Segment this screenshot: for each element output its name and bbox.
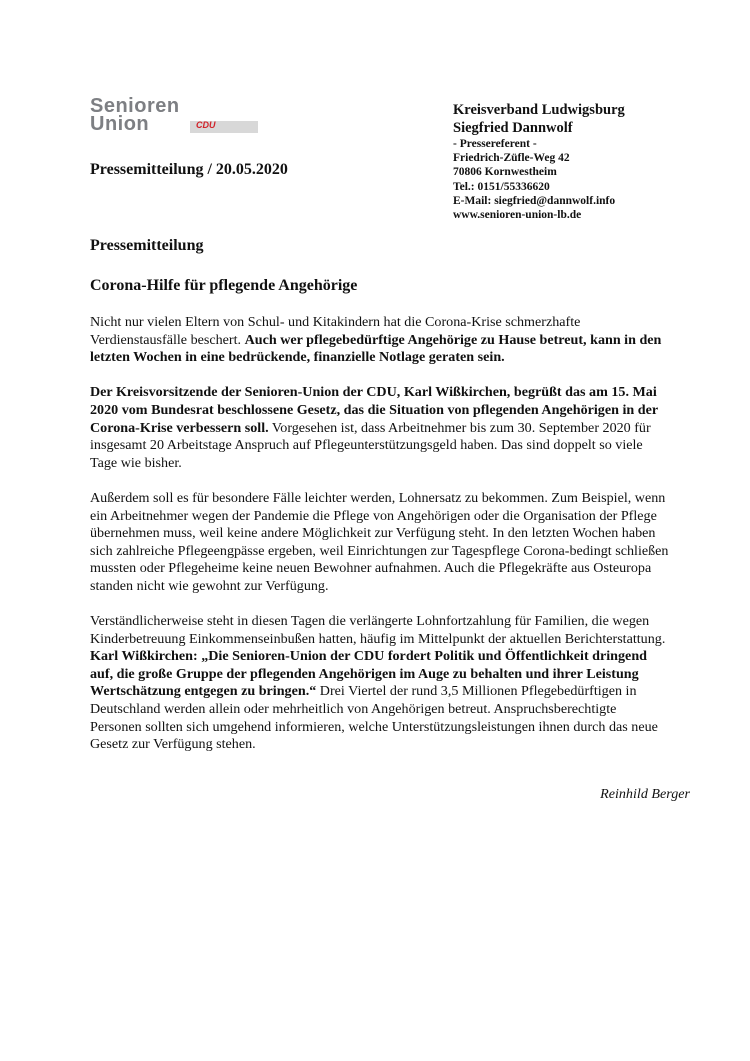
contact-phone: Tel.: 0151/55336620 [453, 180, 550, 193]
document-body [90, 314, 670, 771]
logo-text-senioren: Senioren [90, 95, 180, 117]
contact-person: Siegfried Dannwolf [453, 120, 573, 136]
paragraph-2-bold: Der Kreisvorsitzende der Senioren-Union der CDU, Karl Wißkirchen, begrüßt das am 15. Mai 2020 vom Bundesrat beschlossene Gesetz, das die Situation von pflegenden Angehörigen in der Corona-Krise verbessern soll. [90, 384, 658, 436]
logo-text-union: Union [90, 113, 150, 135]
contact-web: www.senioren-union-lb.de [453, 209, 582, 222]
paragraph-1 [90, 314, 670, 367]
paragraph-2-text: Vorgesehen ist, dass Arbeitnehmer bis zum 30. September 2020 für insgesamt 20 Arbeitstage Anspruch auf Pflegeunterstützungsgeld haben. Das sind doppelt so viele Tage wie bisher. [90, 419, 651, 471]
contact-org: Kreisverband Ludwigsburg [453, 102, 625, 118]
contact-role: - Pressereferent - [453, 138, 537, 150]
paragraph-4-text-b: Drei Viertel der rund 3,5 Millionen Pflegebedürftigen in Deutschland werden allein oder mehrheitlich von Angehörigen betreut. Anspruchsberechtigte Personen sollten sich umgehend informieren, welche Unterstützungsleistungen ihnen durch das neue Gesetz zur Verfügung stehen. [90, 683, 658, 753]
senioren-union-logo [90, 96, 265, 138]
paragraph-2 [90, 384, 670, 472]
author-signature: Reinhild Berger [600, 786, 690, 802]
document-heading: Pressemitteilung [90, 237, 204, 254]
press-release-date: Pressemitteilung / 20.05.2020 [90, 161, 288, 178]
paragraph-4-text-a: Verständlicherweise steht in diesen Tagen die verlängerte Lohnfortzahlung für Familien, die wegen Kinderbetreuung Einkommenseinbußen hatten, häufig im Mittelpunkt der aktuellen Berichterstattung. [90, 613, 666, 647]
paragraph-4-bold: Karl Wißkirchen: „Die Senioren-Union der CDU fordert Politik und Öffentlichkeit dringend auf, die große Gruppe der pflegenden Angehörigen im Auge zu behalten und ihrer Leistung Wertschätzung entgegen zu bringen.“ [90, 648, 647, 700]
logo-text-cdu: CDU [196, 120, 216, 130]
contact-block [453, 101, 713, 222]
contact-street: Friedrich-Züfle-Weg 42 [453, 152, 570, 165]
paragraph-3: Außerdem soll es für besondere Fälle leichter werden, Lohnersatz zu bekommen. Zum Beispiel, wenn ein Arbeitnehmer wegen der Pandemie die Pflege von Angehörigen oder die Organisation der Pflege übernehmen muss, weil keine andere Möglichkeit zur Verfügung steht. In den letzten Wochen haben sich zahlreiche Pflegeengpässe ergeben, weil Einrichtungen zur Tagespflege Corona-bedingt schließen mussten oder Pflegeheime keine neuen Bewohner aufnahmen. Auch die Pflegekräfte aus Osteuropa standen nicht wie gewohnt zur Verfügung. [90, 489, 669, 594]
paragraph-1-bold: Auch wer pflegebedürftige Angehörige zu Hause betreut, kann in den letzten Wochen in eine bedrückende, finanzielle Notlage geraten sein. [90, 331, 662, 366]
contact-city: 70806 Kornwestheim [453, 166, 557, 179]
document-subheading: Corona-Hilfe für pflegende Angehörige [90, 277, 358, 294]
contact-email: E-Mail: siegfried@dannwolf.info [453, 194, 616, 207]
paragraph-4 [90, 613, 670, 754]
paragraph-1-text: Nicht nur vielen Eltern von Schul- und Kitakindern hat die Corona-Krise schmerzhafte Verdienstausfälle beschert. [90, 314, 581, 348]
